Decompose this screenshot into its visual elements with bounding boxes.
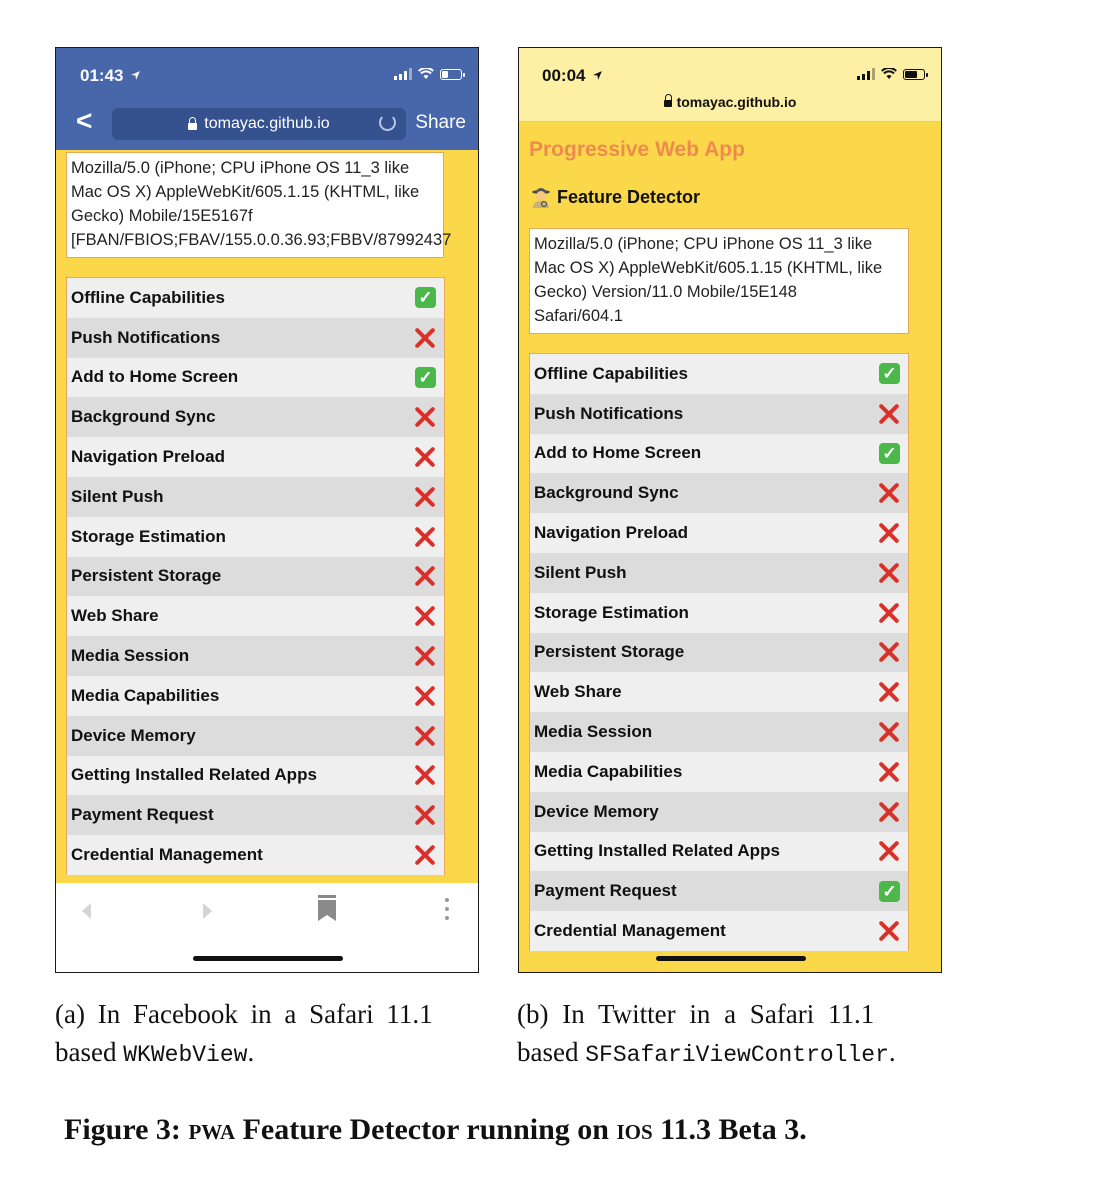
feature-row (67, 437, 444, 477)
feature-row (530, 593, 908, 633)
cross-mark-icon (878, 721, 900, 743)
caption-line (517, 995, 947, 1033)
caption-line (55, 1033, 485, 1074)
more-options-icon[interactable] (445, 898, 449, 920)
caption-text: based (55, 1037, 124, 1067)
status-time (542, 66, 603, 86)
url-text: tomayac.github.io (204, 115, 330, 132)
phone-screenshot-facebook (55, 47, 479, 973)
figure-os: ios (616, 1113, 653, 1146)
status-icons (857, 68, 925, 80)
feature-row (67, 596, 444, 636)
feature-label: Media Session (534, 722, 653, 742)
bookmark-icon[interactable] (318, 895, 336, 921)
feature-label: Add to Home Screen (71, 367, 239, 387)
feature-label: Persistent Storage (534, 642, 685, 662)
feature-label: Media Capabilities (71, 685, 220, 705)
caption-text: (a) In Facebook in a Safari 11.1 (55, 999, 433, 1029)
cross-mark-icon (878, 761, 900, 783)
url-bar[interactable] (112, 108, 406, 140)
signal-icon (857, 68, 875, 80)
feature-label: Offline Capabilities (534, 363, 688, 383)
caption-code: WKWebView (123, 1042, 248, 1068)
cross-mark-icon (414, 605, 436, 627)
subfigure-caption-a (55, 995, 485, 1074)
figure-text: 11.3 Beta 3. (652, 1113, 807, 1146)
url-text: tomayac.github.io (676, 94, 797, 110)
cross-mark-icon (414, 486, 436, 508)
caption-line (517, 1033, 947, 1074)
feature-label: Background Sync (71, 407, 216, 427)
feature-row (530, 712, 908, 752)
check-mark-icon: ✓ (879, 881, 900, 902)
caption-code: SFSafariViewController (585, 1042, 889, 1068)
cross-mark-icon (414, 526, 436, 548)
cross-mark-icon (878, 482, 900, 504)
user-agent-line: Gecko) Mobile/15E5167f (71, 207, 253, 225)
user-agent-line: Safari/604.1 (534, 307, 623, 325)
user-agent-box (529, 228, 909, 334)
feature-label: Offline Capabilities (71, 287, 225, 307)
check-mark-icon: ✓ (415, 367, 436, 388)
user-agent-line: Mac OS X) AppleWebKit/605.1.15 (KHTML, like (71, 183, 420, 201)
reload-icon[interactable] (379, 114, 396, 131)
feature-label: Media Session (71, 646, 190, 666)
caption-text: based (517, 1037, 586, 1067)
cross-mark-icon (414, 685, 436, 707)
location-arrow-icon (130, 70, 141, 81)
section-heading-text: Feature Detector (557, 186, 701, 207)
feature-row (67, 795, 444, 835)
feature-row (530, 672, 908, 712)
feature-label: Push Notifications (71, 327, 221, 347)
feature-label: Getting Installed Related Apps (71, 765, 317, 785)
url-bar[interactable] (519, 94, 941, 110)
check-mark-icon: ✓ (879, 443, 900, 464)
nav-forward-icon[interactable] (203, 903, 212, 919)
cross-mark-icon (414, 725, 436, 747)
section-heading (531, 186, 700, 208)
feature-table (529, 353, 909, 951)
feature-row (67, 358, 444, 398)
feature-row (67, 557, 444, 597)
location-arrow-icon (592, 70, 603, 81)
feature-row (530, 832, 908, 872)
feature-row (530, 394, 908, 434)
user-agent-box (66, 152, 452, 258)
cross-mark-icon (878, 562, 900, 584)
nav-back-icon[interactable] (82, 903, 91, 919)
feature-row (530, 752, 908, 792)
feature-row (67, 716, 444, 756)
feature-row (530, 633, 908, 673)
facebook-browser-header (56, 48, 478, 150)
feature-label: Getting Installed Related Apps (534, 841, 780, 861)
feature-row (67, 756, 444, 796)
home-indicator[interactable] (656, 956, 806, 961)
cross-mark-icon (878, 602, 900, 624)
feature-row (67, 835, 444, 875)
feature-label: Credential Management (534, 921, 726, 941)
feature-row (67, 318, 444, 358)
feature-label: Credential Management (71, 845, 263, 865)
cross-mark-icon (878, 522, 900, 544)
cross-mark-icon (414, 764, 436, 786)
home-indicator[interactable] (193, 956, 343, 961)
cross-mark-icon (414, 645, 436, 667)
feature-label: Background Sync (534, 483, 679, 503)
status-icons (394, 68, 462, 80)
feature-label: Web Share (534, 682, 622, 702)
feature-label: Navigation Preload (534, 523, 688, 543)
share-button[interactable]: Share (415, 112, 466, 133)
wifi-icon (881, 68, 897, 80)
feature-label: Storage Estimation (534, 602, 689, 622)
feature-row (67, 278, 444, 318)
feature-row (67, 676, 444, 716)
safari-view-header (519, 48, 941, 122)
feature-row (530, 354, 908, 394)
feature-row (67, 477, 444, 517)
feature-row (530, 513, 908, 553)
wifi-icon (418, 68, 434, 80)
cross-mark-icon (878, 801, 900, 823)
caption-text: . (247, 1037, 255, 1067)
figure-text: Feature Detector running on (235, 1113, 617, 1146)
status-time-text: 00:04 (542, 66, 586, 85)
feature-label: Silent Push (71, 486, 164, 506)
feature-row (530, 911, 908, 951)
back-button[interactable]: < (76, 105, 93, 136)
feature-label: Device Memory (71, 725, 196, 745)
feature-row (530, 871, 908, 911)
cross-mark-icon (414, 804, 436, 826)
feature-row (530, 473, 908, 513)
figure-acronym: pwa (188, 1113, 236, 1146)
caption-line (55, 995, 485, 1033)
cross-mark-icon (878, 920, 900, 942)
phone-screenshot-twitter (518, 47, 942, 973)
caption-text: (b) In Twitter in a Safari 11.1 (517, 999, 875, 1029)
feature-label: Navigation Preload (71, 447, 225, 467)
feature-table (66, 277, 445, 875)
feature-label: Media Capabilities (534, 761, 683, 781)
feature-row (67, 636, 444, 676)
cross-mark-icon (878, 641, 900, 663)
lock-icon (188, 123, 197, 130)
cross-mark-icon (878, 681, 900, 703)
signal-icon (394, 68, 412, 80)
battery-icon (903, 69, 925, 80)
feature-label: Add to Home Screen (534, 443, 702, 463)
cross-mark-icon (414, 406, 436, 428)
feature-row (530, 553, 908, 593)
subfigure-caption-b (517, 995, 947, 1074)
check-mark-icon: ✓ (879, 363, 900, 384)
cross-mark-icon (414, 565, 436, 587)
feature-label: Payment Request (71, 805, 214, 825)
status-time (80, 66, 141, 86)
cross-mark-icon (414, 327, 436, 349)
feature-row (530, 434, 908, 474)
user-agent-line: Mac OS X) AppleWebKit/605.1.15 (KHTML, like (534, 259, 883, 277)
page-title: Progressive Web App (529, 138, 745, 161)
user-agent-line: Mozilla/5.0 (iPhone; CPU iPhone OS 11_3 like (71, 159, 410, 177)
feature-label: Storage Estimation (71, 526, 226, 546)
cross-mark-icon (878, 403, 900, 425)
feature-label: Push Notifications (534, 403, 684, 423)
user-agent-line: Mozilla/5.0 (iPhone; CPU iPhone OS 11_3 like (534, 235, 873, 253)
figure-caption (64, 1113, 807, 1147)
lock-icon (664, 100, 672, 107)
caption-text: . (888, 1037, 896, 1067)
detective-icon (531, 186, 551, 208)
battery-icon (440, 69, 462, 80)
check-mark-icon: ✓ (415, 287, 436, 308)
feature-label: Payment Request (534, 881, 677, 901)
user-agent-line: Gecko) Version/11.0 Mobile/15E148 (534, 283, 797, 301)
feature-label: Persistent Storage (71, 566, 222, 586)
feature-label: Device Memory (534, 801, 659, 821)
cross-mark-icon (878, 840, 900, 862)
feature-row (530, 792, 908, 832)
feature-row (67, 397, 444, 437)
feature-label: Silent Push (534, 562, 627, 582)
figure-label: Figure 3: (64, 1113, 181, 1146)
cross-mark-icon (414, 446, 436, 468)
cross-mark-icon (414, 844, 436, 866)
user-agent-line: [FBAN/FBIOS;FBAV/155.0.0.36.93;FBBV/87992437 (71, 231, 452, 249)
status-time-text: 01:43 (80, 66, 124, 85)
feature-label: Web Share (71, 606, 159, 626)
feature-row (67, 517, 444, 557)
